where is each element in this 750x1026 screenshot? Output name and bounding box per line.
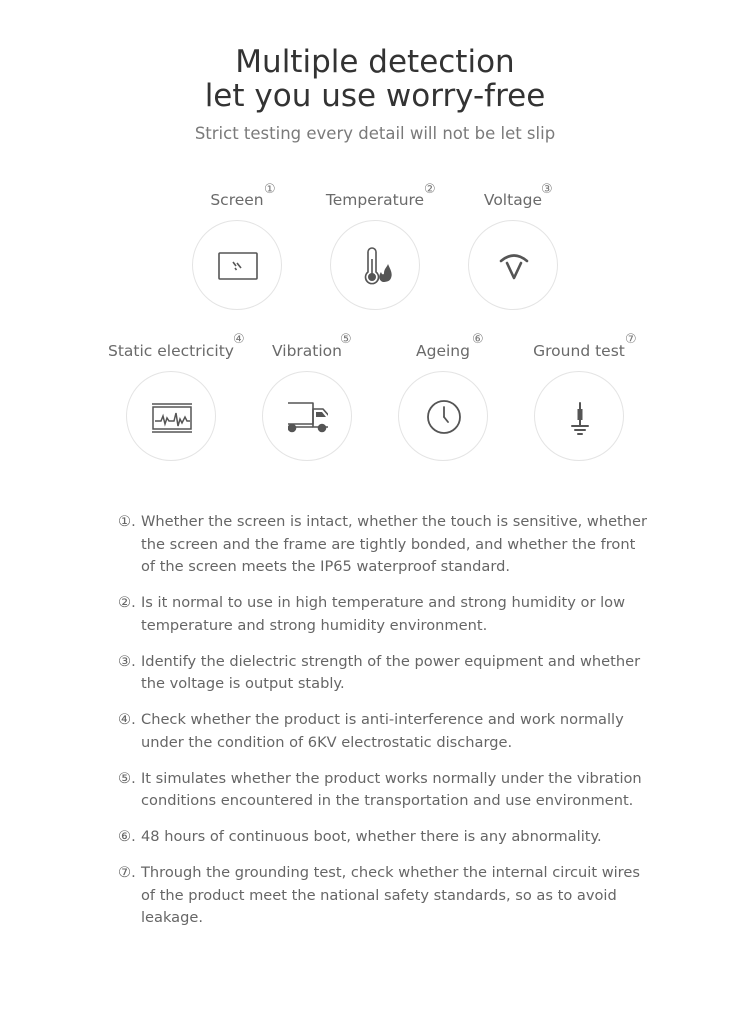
note-number: ①. [118,513,136,530]
test-label: Screen [210,191,264,209]
screen-icon [218,246,258,286]
test-label: Ageing [416,342,470,360]
note-number: ④. [118,711,136,728]
note-text: Whether the screen is intact, whether the touch is sensitive, whether the screen and the frame are tightly bonded, and whether the front of the screen meets the IP65 waterproof standard. [141,513,647,575]
list-item [118,592,648,637]
note-number: ③. [118,652,136,670]
list-item [118,826,648,849]
list-item [118,862,648,930]
note-text: Through the grounding test, check whether the internal circuit wires of the product meet the national safety standards, so as to avoid leakage. [141,864,640,926]
page-title-line-1: Multiple detection [235,44,515,80]
page-subtitle: Strict testing every detail will not be let slip [194,124,556,143]
test-label: Temperature [325,191,425,209]
test-icon-circle [330,220,420,310]
note-text: It simulates whether the product works normally under the vibration conditions encountered in the transportation and use environment. [141,769,642,809]
test-number: ③ [541,182,553,197]
test-number: ② [424,182,436,197]
test-icon-circle [398,371,488,461]
test-number: ① [264,182,276,197]
list-item [118,709,648,754]
test-label: Ground test [533,342,625,360]
ground-icon [560,397,600,437]
truck-icon [288,397,328,437]
test-number: ⑥ [472,332,484,347]
note-number: ⑤. [118,769,136,787]
test-label: Voltage [483,191,543,209]
test-number: ⑤ [340,332,352,347]
clock-icon [424,397,464,437]
test-icon-circle [126,371,216,461]
note-number: ⑦. [118,864,136,881]
waveform-icon [152,397,192,437]
test-label: Vibration [272,342,342,360]
note-text: Check whether the product is anti-interference and work normally under the condition of 6KV electrostatic discharge. [141,711,624,751]
voltage-icon [494,246,534,286]
note-number: ②. [118,594,136,611]
note-text: Identify the dielectric strength of the power equipment and whether the voltage is output stably. [141,652,641,692]
test-label: Static electricity [108,342,234,360]
thermometer-flame-icon [356,246,396,286]
test-number: ④ [233,332,245,347]
note-text: Is it normal to use in high temperature and strong humidity or low temperature and strong humidity environment. [141,594,626,634]
test-icon-circle [262,371,352,461]
test-notes-list [118,511,648,943]
note-number: ⑥. [118,828,136,845]
page-title-line-2: let you use worry-free [204,78,546,114]
list-item [118,768,648,813]
note-text: 48 hours of continuous boot, whether there is any abnormality. [141,828,602,845]
list-item [118,511,648,579]
test-icon-circle [534,371,624,461]
test-icon-circle [192,220,282,310]
test-icon-circle [468,220,558,310]
test-number: ⑦ [625,332,637,347]
list-item [118,651,648,696]
